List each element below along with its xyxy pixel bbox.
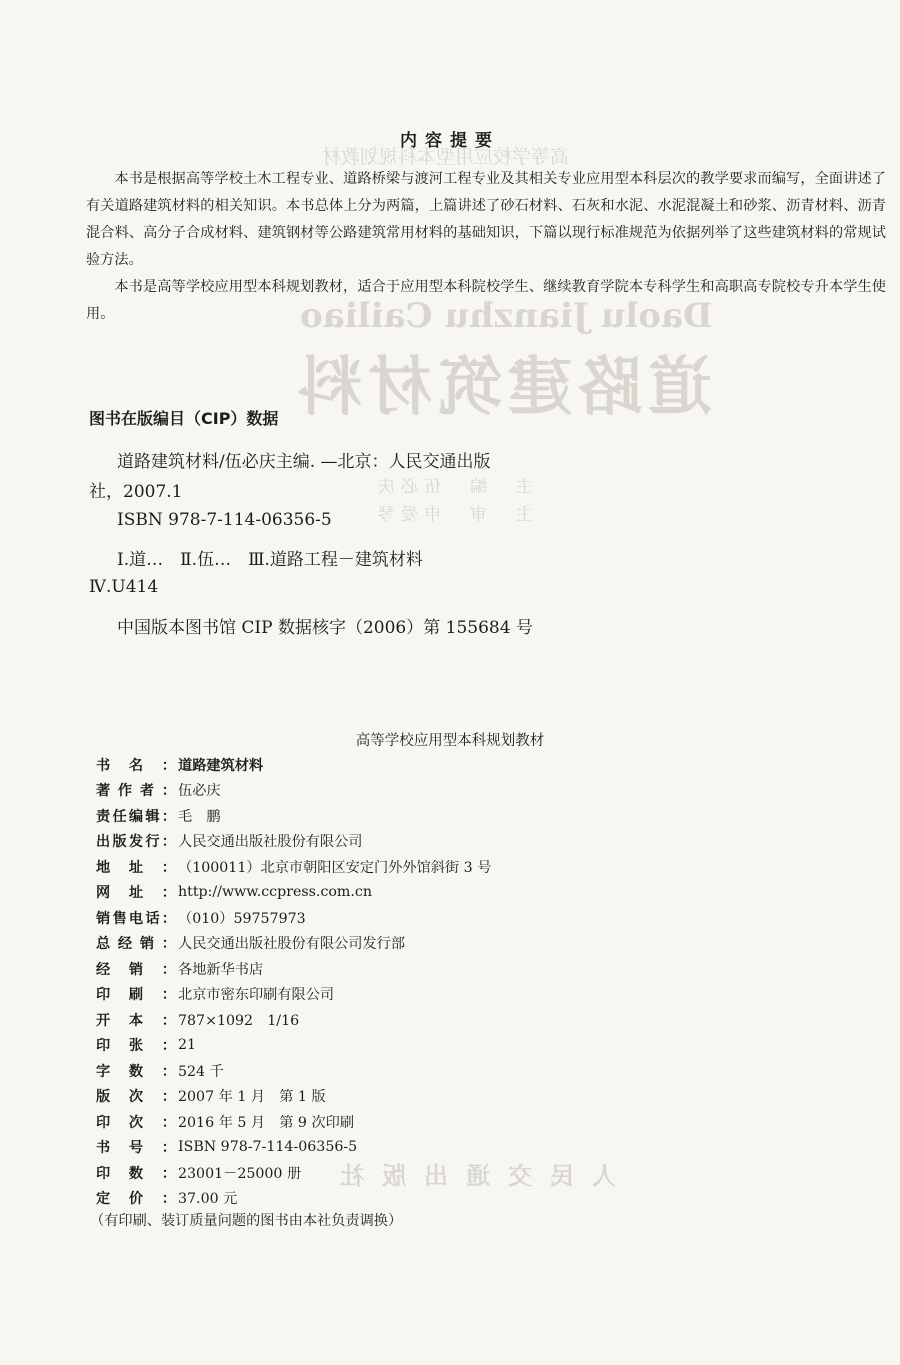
bleed-through-title: 道路建筑材料: [292, 350, 712, 425]
colophon-label: 定价：: [96, 1191, 176, 1208]
colophon-value: （100011）北京市朝阳区安定门外外馆斜街 3 号: [178, 859, 492, 876]
colophon-value: 21: [178, 1037, 197, 1054]
colophon-row-edition: [96, 1084, 491, 1110]
bleed-through-editor: 主 编 伍必庆: [372, 477, 533, 497]
colophon-label: 印数：: [96, 1165, 176, 1182]
colophon-value: http://www.ccpress.com.cn: [178, 884, 372, 901]
abstract-body: [86, 166, 886, 328]
colophon-row-phone: [96, 905, 491, 931]
colophon-value: 道路建筑材料: [178, 757, 264, 774]
colophon-label: 总经销：: [96, 936, 176, 953]
cip-isbn: ISBN 978-7-114-06356-5: [117, 510, 332, 530]
cip-line-1: 道路建筑材料/伍必庆主编. —北京：人民交通出版: [117, 452, 491, 472]
series-name: 高等学校应用型本科规划教材: [355, 733, 545, 749]
colophon-row-isbn: [96, 1135, 491, 1161]
colophon-row-author: [96, 778, 491, 804]
colophon-value: 各地新华书店: [178, 961, 264, 978]
cip-classification: Ⅰ.道… Ⅱ.伍… Ⅲ.道路工程－建筑材料: [117, 550, 423, 570]
colophon-label: 印次：: [96, 1114, 176, 1131]
colophon-value: 37.00 元: [178, 1191, 238, 1208]
colophon-label: 书名：: [96, 757, 176, 774]
bleed-through-reviewer: 主 审 申爱琴: [372, 505, 533, 525]
colophon-row-format: [96, 1007, 491, 1033]
bleed-through-pinyin: Daolu Jianzhu Cailiao: [300, 296, 713, 336]
colophon-value: 伍必庆: [178, 783, 221, 800]
colophon-row-address: [96, 854, 491, 880]
cip-line-2: 社，2007.1: [89, 482, 183, 502]
colophon-row-seller: [96, 956, 491, 982]
colophon-value: （010）59757973: [178, 910, 306, 927]
colophon-row-sheets: [96, 1033, 491, 1059]
colophon-label: 字数：: [96, 1063, 176, 1080]
colophon-row-title: [96, 752, 491, 778]
abstract-paragraph: 本书是根据高等学校土木工程专业、道路桥梁与渡河工程专业及其相关专业应用型本科层次的教学要求而编写，全面讲述了有关道路建筑材料的相关知识。本书总体上分为两篇，上篇讲述了砂石材料、石灰和水泥、水泥混凝土和砂浆、沥青材料、沥青混合料、高分子合成材料、建筑钢材等公路建筑常用材料的基础知识，下篇以现行标准规范为依据列举了这些建筑材料的常规试验方法。: [86, 171, 886, 268]
colophon-label: 版次：: [96, 1089, 176, 1106]
colophon-value: 524 千: [178, 1063, 224, 1080]
colophon-value: 23001－25000 册: [178, 1165, 302, 1182]
colophon-label: 著作者：: [96, 783, 176, 800]
colophon-label: 销售电话：: [96, 910, 176, 927]
cip-record: 中国版本图书馆 CIP 数据核字（2006）第 155684 号: [117, 618, 533, 638]
colophon-value: 毛 鹏: [178, 808, 221, 825]
colophon-value: ISBN 978-7-114-06356-5: [178, 1139, 358, 1156]
colophon-value: 人民交通出版社股份有限公司: [178, 834, 363, 851]
colophon-row-editor: [96, 803, 491, 829]
colophon-label: 网址：: [96, 885, 176, 902]
colophon-label: 印张：: [96, 1038, 176, 1055]
colophon-value: 北京市密东印刷有限公司: [178, 987, 335, 1004]
cip-class-code: Ⅳ.U414: [89, 577, 159, 597]
colophon-label: 印刷：: [96, 987, 176, 1004]
colophon-row-print-run: [96, 1160, 491, 1186]
bleed-through-publisher: 人民交通出版社: [322, 1161, 616, 1190]
colophon-label: 责任编辑：: [96, 808, 176, 825]
colophon-row-printing: [96, 1109, 491, 1135]
cip-title: 图书在版编目（CIP）数据: [89, 409, 279, 428]
colophon-row-printer: [96, 982, 491, 1008]
abstract-paragraph: 本书是高等学校应用型本科规划教材，适合于应用型本科院校学生、继续教育学院本专科学生和高职高专院校专升本学生使用。: [86, 279, 886, 322]
colophon-label: 经销：: [96, 961, 176, 978]
bleed-through-series: 高等学校应用型本科规划教材: [322, 146, 570, 168]
colophon-label: 地址：: [96, 859, 176, 876]
colophon-value: 2016 年 5 月 第 9 次印刷: [178, 1114, 355, 1131]
colophon-value: 2007 年 1 月 第 1 版: [178, 1089, 326, 1106]
abstract-title: 内容提要: [400, 131, 500, 151]
colophon-row-wordcount: [96, 1058, 491, 1084]
colophon-row-publisher: [96, 829, 491, 855]
colophon-value: 787×1092 1/16: [178, 1012, 300, 1029]
colophon-label: 开本：: [96, 1012, 176, 1029]
quality-notice: （有印刷、装订质量问题的图书由本社负责调换）: [90, 1213, 403, 1229]
colophon-table: [96, 752, 491, 1211]
colophon-row-price: [96, 1186, 491, 1212]
colophon-value: 人民交通出版社股份有限公司发行部: [178, 936, 406, 953]
colophon-label: 出版发行：: [96, 834, 176, 851]
colophon-row-website: [96, 880, 491, 906]
colophon-label: 书号：: [96, 1140, 176, 1157]
colophon-row-distributor: [96, 931, 491, 957]
